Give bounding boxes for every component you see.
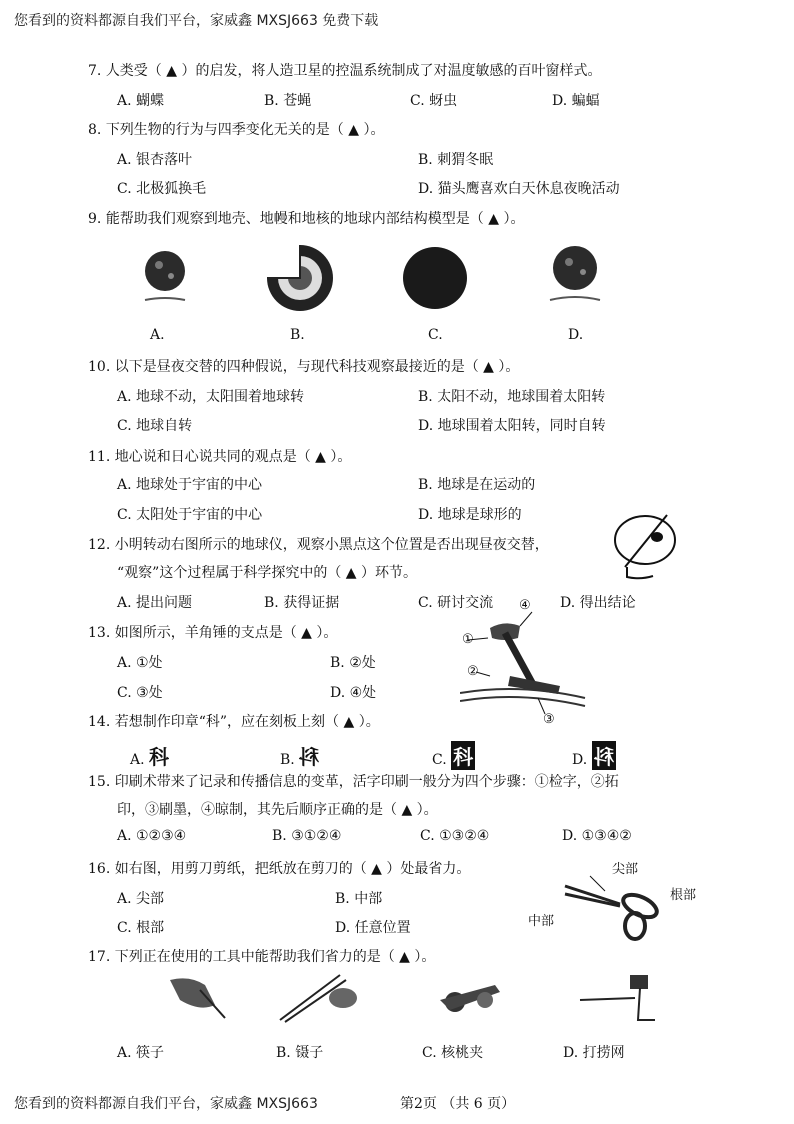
question-12 bbox=[88, 534, 549, 554]
option-b: B. ②处 bbox=[330, 655, 376, 671]
question-text: 小明转动右图所示的地球仪，观察小黑点这个位置是否出现昼夜交替， bbox=[114, 537, 549, 553]
question-number: 14. bbox=[88, 714, 111, 730]
option-d: D. ①③④② bbox=[562, 828, 632, 844]
option-c: C. ①③②④ bbox=[420, 828, 490, 844]
question-text-line2: “观察”这个过程属于科学探究中的（ ▲ ）环节。 bbox=[117, 565, 417, 581]
question-text: 能帮助我们观察到地壳、地幔和地核的地球内部结构模型是（ ▲ ）。 bbox=[105, 211, 525, 227]
option-b: B. 苍蝇 bbox=[264, 93, 312, 109]
question-text: 如右图，用剪刀剪纸，把纸放在剪刀的（ ▲ ）处最省力。 bbox=[114, 861, 471, 877]
question-text: 若想制作印章“科”，应在刻板上刻（ ▲ ）。 bbox=[114, 714, 380, 730]
option-a: A. 提出问题 bbox=[117, 595, 193, 611]
question-number: 17. bbox=[88, 949, 111, 965]
option-b: B. 镊子 bbox=[276, 1045, 324, 1061]
question-text: 地心说和日心说共同的观点是（ ▲ ）。 bbox=[114, 449, 352, 465]
seal-d: 科 bbox=[592, 741, 616, 770]
seal-b: 科 bbox=[299, 745, 320, 769]
tweezers-image bbox=[280, 975, 357, 1022]
option-c: C. 蚜虫 bbox=[410, 93, 458, 109]
question-14 bbox=[88, 711, 380, 731]
earth-models-figure bbox=[135, 238, 635, 318]
fishing-net-image bbox=[580, 975, 655, 1020]
option-b: B. ③①②④ bbox=[272, 828, 342, 844]
question-11 bbox=[88, 446, 351, 466]
option-c: C. 太阳处于宇宙的中心 bbox=[117, 507, 263, 523]
option-d: D. 蝙蝠 bbox=[552, 93, 600, 109]
seal-c: 科 bbox=[451, 741, 475, 770]
question-number: 12. bbox=[88, 537, 111, 553]
nutcracker-image bbox=[440, 985, 500, 1012]
option-c: C. 研讨交流 bbox=[418, 595, 494, 611]
option-d: D. 科 bbox=[572, 741, 616, 770]
question-number: 11. bbox=[88, 449, 111, 465]
option-b: B. 科 bbox=[280, 741, 319, 770]
question-13 bbox=[88, 622, 337, 642]
option-d: D. bbox=[568, 327, 584, 343]
option-a: A. bbox=[150, 327, 165, 343]
option-a: A. 蝴蝶 bbox=[117, 93, 165, 109]
question-16 bbox=[88, 858, 470, 878]
question-number: 10. bbox=[88, 359, 111, 375]
earth-model-a bbox=[145, 251, 185, 300]
option-b: B. 获得证据 bbox=[264, 595, 340, 611]
question-text: 以下是昼夜交替的四种假说，与现代科技观察最接近的是（ ▲ ）。 bbox=[114, 359, 520, 375]
scissors-figure bbox=[560, 866, 670, 946]
question-text: 印刷术带来了记录和传播信息的变革，活字印刷一般分为四个步骤：①检字，②拓 bbox=[114, 774, 619, 790]
question-17 bbox=[88, 946, 435, 966]
option-c: C. bbox=[428, 327, 443, 343]
option-b: B. bbox=[290, 327, 305, 343]
question-number: 13. bbox=[88, 625, 111, 641]
option-d: D. 得出结论 bbox=[560, 595, 636, 611]
chopsticks-image bbox=[170, 978, 225, 1018]
option-c: C. ③处 bbox=[117, 685, 163, 701]
question-9 bbox=[88, 208, 524, 228]
option-a: A. 地球处于宇宙的中心 bbox=[117, 477, 263, 493]
page-footer-watermark: 您看到的资料都源自我们平台，家威鑫 MXSJ663 bbox=[14, 1096, 318, 1112]
claw-hammer-figure bbox=[460, 598, 590, 726]
earth-model-c bbox=[403, 247, 467, 309]
option-a: A. 银杏落叶 bbox=[117, 152, 193, 168]
option-c: C. 根部 bbox=[117, 920, 165, 936]
hammer-label-1: ① bbox=[462, 632, 474, 647]
hammer-label-4: ④ bbox=[519, 598, 531, 613]
question-number: 16. bbox=[88, 861, 111, 877]
option-a: A. ①②③④ bbox=[117, 828, 187, 844]
question-number: 15. bbox=[88, 774, 111, 790]
option-c: C. 核桃夹 bbox=[422, 1045, 484, 1061]
question-7 bbox=[88, 60, 601, 80]
scissors-label-middle: 中部 bbox=[528, 914, 555, 929]
hammer-label-2: ② bbox=[467, 664, 479, 679]
option-a: A. 筷子 bbox=[117, 1045, 165, 1061]
seal-a: 科 bbox=[149, 745, 170, 769]
question-text-line2: 印，③刷墨，④晾制，其先后顺序正确的是（ ▲ ）。 bbox=[117, 802, 438, 818]
option-b: B. 太阳不动，地球围着太阳转 bbox=[418, 389, 606, 405]
question-text: 人类受（ ▲ ）的启发，将人造卫星的控温系统制成了对温度敏感的百叶窗样式。 bbox=[105, 63, 602, 79]
question-text: 下列生物的行为与四季变化无关的是（ ▲ ）。 bbox=[105, 122, 385, 138]
page-number: 第2页 （共 6 页） bbox=[400, 1096, 516, 1112]
option-a: A. 科 bbox=[130, 745, 170, 769]
earth-model-d bbox=[550, 246, 600, 300]
question-10 bbox=[88, 356, 519, 376]
option-d: D. 打捞网 bbox=[563, 1045, 625, 1061]
question-text: 如图所示，羊角锤的支点是（ ▲ ）。 bbox=[114, 625, 338, 641]
option-c: C. 北极狐换毛 bbox=[117, 181, 207, 197]
option-d: D. 地球是球形的 bbox=[418, 507, 522, 523]
option-d: D. 猫头鹰喜欢白天休息夜晚活动 bbox=[418, 181, 620, 197]
globe-figure bbox=[605, 512, 685, 582]
option-d: D. ④处 bbox=[330, 685, 377, 701]
question-number: 8. bbox=[88, 122, 102, 138]
tools-figure bbox=[160, 970, 680, 1030]
option-b: B. 地球是在运动的 bbox=[418, 477, 536, 493]
option-a: A. 地球不动，太阳围着地球转 bbox=[117, 389, 305, 405]
option-c: C. 科 bbox=[432, 741, 475, 770]
option-a: A. ①处 bbox=[117, 655, 163, 671]
option-c: C. 地球自转 bbox=[117, 418, 193, 434]
hammer-label-3: ③ bbox=[543, 712, 555, 727]
option-b: B. 中部 bbox=[335, 891, 383, 907]
option-d: D. 地球围着太阳转，同时自转 bbox=[418, 418, 606, 434]
option-a: A. 尖部 bbox=[117, 891, 165, 907]
option-b: B. 刺猬冬眠 bbox=[418, 152, 494, 168]
question-number: 7. bbox=[88, 63, 102, 79]
option-d: D. 任意位置 bbox=[335, 920, 411, 936]
page-header: 您看到的资料都源自我们平台，家威鑫 MXSJ663 免费下载 bbox=[14, 13, 379, 29]
scissors-label-tip: 尖部 bbox=[612, 862, 639, 877]
scissors-label-root: 根部 bbox=[670, 888, 697, 903]
earth-model-b bbox=[265, 242, 333, 311]
question-8 bbox=[88, 119, 384, 139]
question-text: 下列正在使用的工具中能帮助我们省力的是（ ▲ ）。 bbox=[114, 949, 436, 965]
question-15 bbox=[88, 771, 619, 791]
question-number: 9. bbox=[88, 211, 102, 227]
